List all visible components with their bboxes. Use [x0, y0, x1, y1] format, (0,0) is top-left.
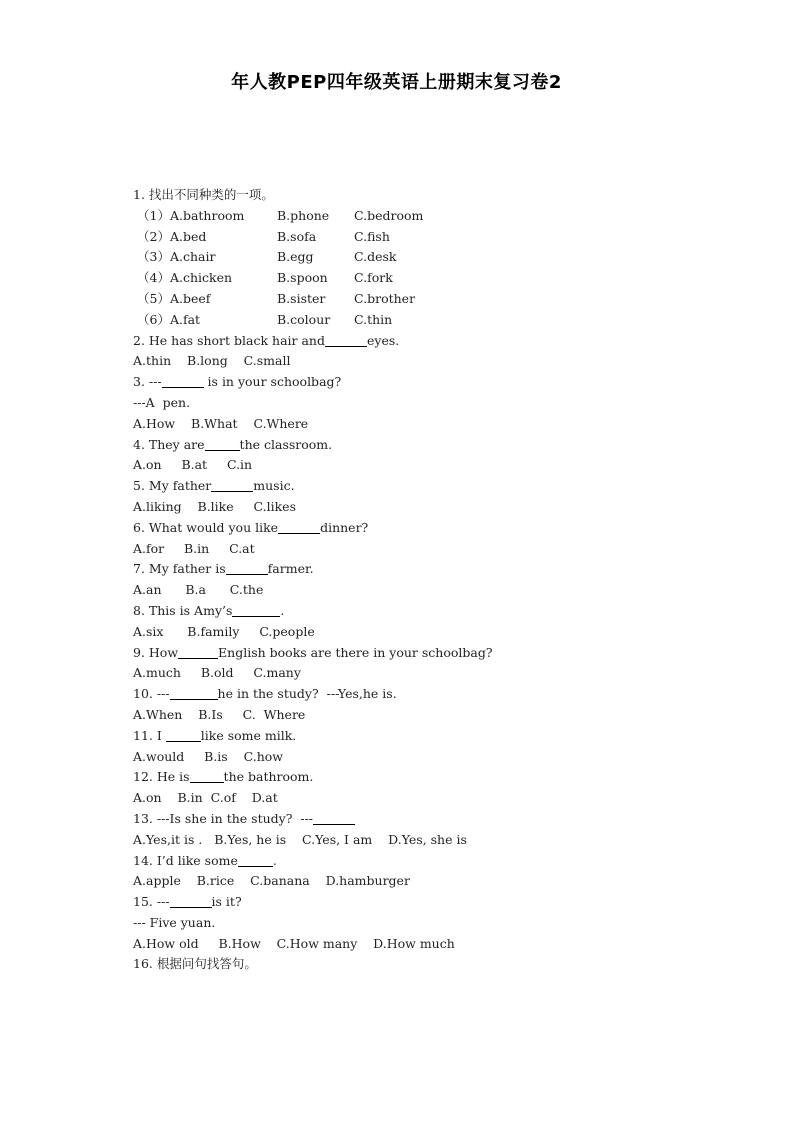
q1-row-1: [133, 206, 733, 227]
q14-stem: [133, 851, 733, 872]
q10-text-after: he in the study? ---Yes,he is.: [217, 686, 397, 702]
q10-stem: [133, 684, 733, 705]
q15-answer-line: --- Five yuan.: [133, 914, 216, 930]
page-title: 年人教PEP四年级英语上册期末复习卷2: [231, 72, 562, 93]
q3-options: A.How B.What C.Where: [133, 415, 309, 431]
q1-row-5-a: （5）A.beef: [137, 290, 211, 306]
q9-text-after: English books are there in your schoolbag?: [218, 644, 493, 660]
q6-text-after: dinner?: [320, 519, 369, 535]
q5-blank[interactable]: [211, 477, 253, 492]
q14-options: A.apple B.rice C.banana D.hamburger: [133, 873, 410, 889]
q8-stem: [133, 601, 733, 622]
q6-blank[interactable]: [278, 519, 320, 534]
q3-text-after: is in your schoolbag?: [203, 374, 342, 390]
question-list: [133, 185, 733, 975]
q8-blank[interactable]: [232, 602, 280, 617]
q1-row-2-a: （2）A.bed: [137, 228, 207, 244]
q1-row-4-b: B.spoon: [277, 270, 328, 286]
q4-text-after: the classroom.: [239, 436, 333, 452]
q14-text-after: .: [272, 852, 277, 868]
q9-blank[interactable]: [178, 644, 218, 659]
q6-text-before: 6. What would you like: [133, 519, 279, 535]
q1-row-4-c: C.fork: [354, 270, 393, 286]
q1-row-3-b: B.egg: [277, 249, 314, 265]
q2-options: A.thin B.long C.small: [133, 353, 291, 369]
q8-text-before: 8. This is Amy’s: [133, 602, 233, 618]
q15-options: A.How old B.How C.How many D.How much: [133, 935, 455, 951]
q15-stem: [133, 892, 733, 913]
q12-text-after: the bathroom.: [223, 769, 314, 785]
q1-row-2-c: C.fish: [354, 228, 390, 244]
q1-row-2: [133, 227, 733, 248]
q13-stem: [133, 809, 733, 830]
q1-row-5-b: B.sister: [277, 290, 326, 306]
q12-blank[interactable]: [190, 768, 224, 783]
q1-row-4-a: （4）A.chicken: [137, 270, 233, 286]
q11-options: A.would B.is C.how: [133, 748, 283, 764]
q1-row-6-b: B.colour: [277, 311, 331, 327]
q7-blank[interactable]: [226, 560, 268, 575]
q1-row-1-c: C.bedroom: [354, 207, 424, 223]
q4-stem: [133, 435, 733, 456]
q5-options: A.liking B.like C.likes: [133, 498, 296, 514]
q1-row-1-b: B.phone: [277, 207, 330, 223]
q15-blank[interactable]: [170, 893, 212, 908]
q4-text-before: 4. They are: [133, 436, 205, 452]
q2-stem: [133, 331, 733, 352]
q14-blank[interactable]: [238, 852, 273, 867]
q8-text-after: .: [280, 602, 285, 618]
q13-text-before: 13. ---Is she in the study? ---: [133, 810, 314, 826]
q1-row-3: [133, 247, 733, 268]
q4-options: A.on B.at C.in: [133, 457, 253, 473]
q3-blank[interactable]: [162, 373, 204, 388]
q9-stem: [133, 643, 733, 664]
q12-text-before: 12. He is: [133, 769, 190, 785]
q11-text-after: like some milk.: [200, 727, 297, 743]
q10-text-before: 10. ---: [133, 686, 170, 702]
q1-prompt: 1. 找出不同种类的一项。: [133, 187, 274, 202]
q12-options: A.on B.in C.of D.at: [133, 790, 278, 806]
q11-blank[interactable]: [166, 727, 201, 742]
q9-options: A.much B.old C.many: [133, 665, 301, 681]
q5-text-after: music.: [253, 478, 295, 494]
q1-row-6-a: （6）A.fat: [137, 311, 201, 327]
q16-prompt: 16. 根据问句找答句。: [133, 956, 257, 972]
q1-row-5: [133, 289, 733, 310]
q2-text-before: 2. He has short black hair and: [133, 332, 325, 348]
q9-text-before: 9. How: [133, 644, 179, 660]
q3-answer-line: ---A pen.: [133, 394, 191, 410]
q13-options: A.Yes,it is . B.Yes, he is C.Yes, I am D.Yes, she is: [133, 831, 467, 847]
q10-options: A.When B.Is C. Where: [133, 706, 306, 722]
q14-text-before: 14. I’d like some: [133, 852, 238, 868]
q7-stem: [133, 559, 733, 580]
q1-row-3-c: C.desk: [354, 249, 397, 265]
q1-row-5-c: C.brother: [354, 290, 416, 306]
q3-stem: [133, 372, 733, 393]
q2-text-after: eyes.: [366, 332, 400, 348]
q5-text-before: 5. My father: [133, 478, 212, 494]
q1-row-3-a: （3）A.chair: [137, 249, 216, 265]
q15-text-after: is it?: [211, 894, 242, 910]
q1-row-2-b: B.sofa: [277, 228, 317, 244]
q4-blank[interactable]: [205, 436, 240, 451]
q1-row-6: [133, 310, 733, 331]
q10-blank[interactable]: [170, 685, 218, 700]
q7-options: A.an B.a C.the: [133, 582, 264, 598]
q15-text-before: 15. ---: [133, 894, 170, 910]
q7-text-before: 7. My father is: [133, 561, 226, 577]
q6-options: A.for B.in C.at: [133, 540, 255, 556]
q7-text-after: farmer.: [267, 561, 314, 577]
q11-stem: [133, 726, 733, 747]
q1-row-6-c: C.thin: [354, 311, 393, 327]
q12-stem: [133, 767, 733, 788]
q11-text-before: 11. I: [133, 727, 166, 743]
q8-options: A.six B.family C.people: [133, 623, 315, 639]
q3-text-before: 3. ---: [133, 374, 162, 390]
q1-row-1-a: （1）A.bathroom: [137, 207, 245, 223]
q2-blank[interactable]: [325, 332, 367, 347]
q5-stem: [133, 476, 733, 497]
q1-row-4: [133, 268, 733, 289]
q6-stem: [133, 518, 733, 539]
q13-blank[interactable]: [313, 810, 355, 825]
